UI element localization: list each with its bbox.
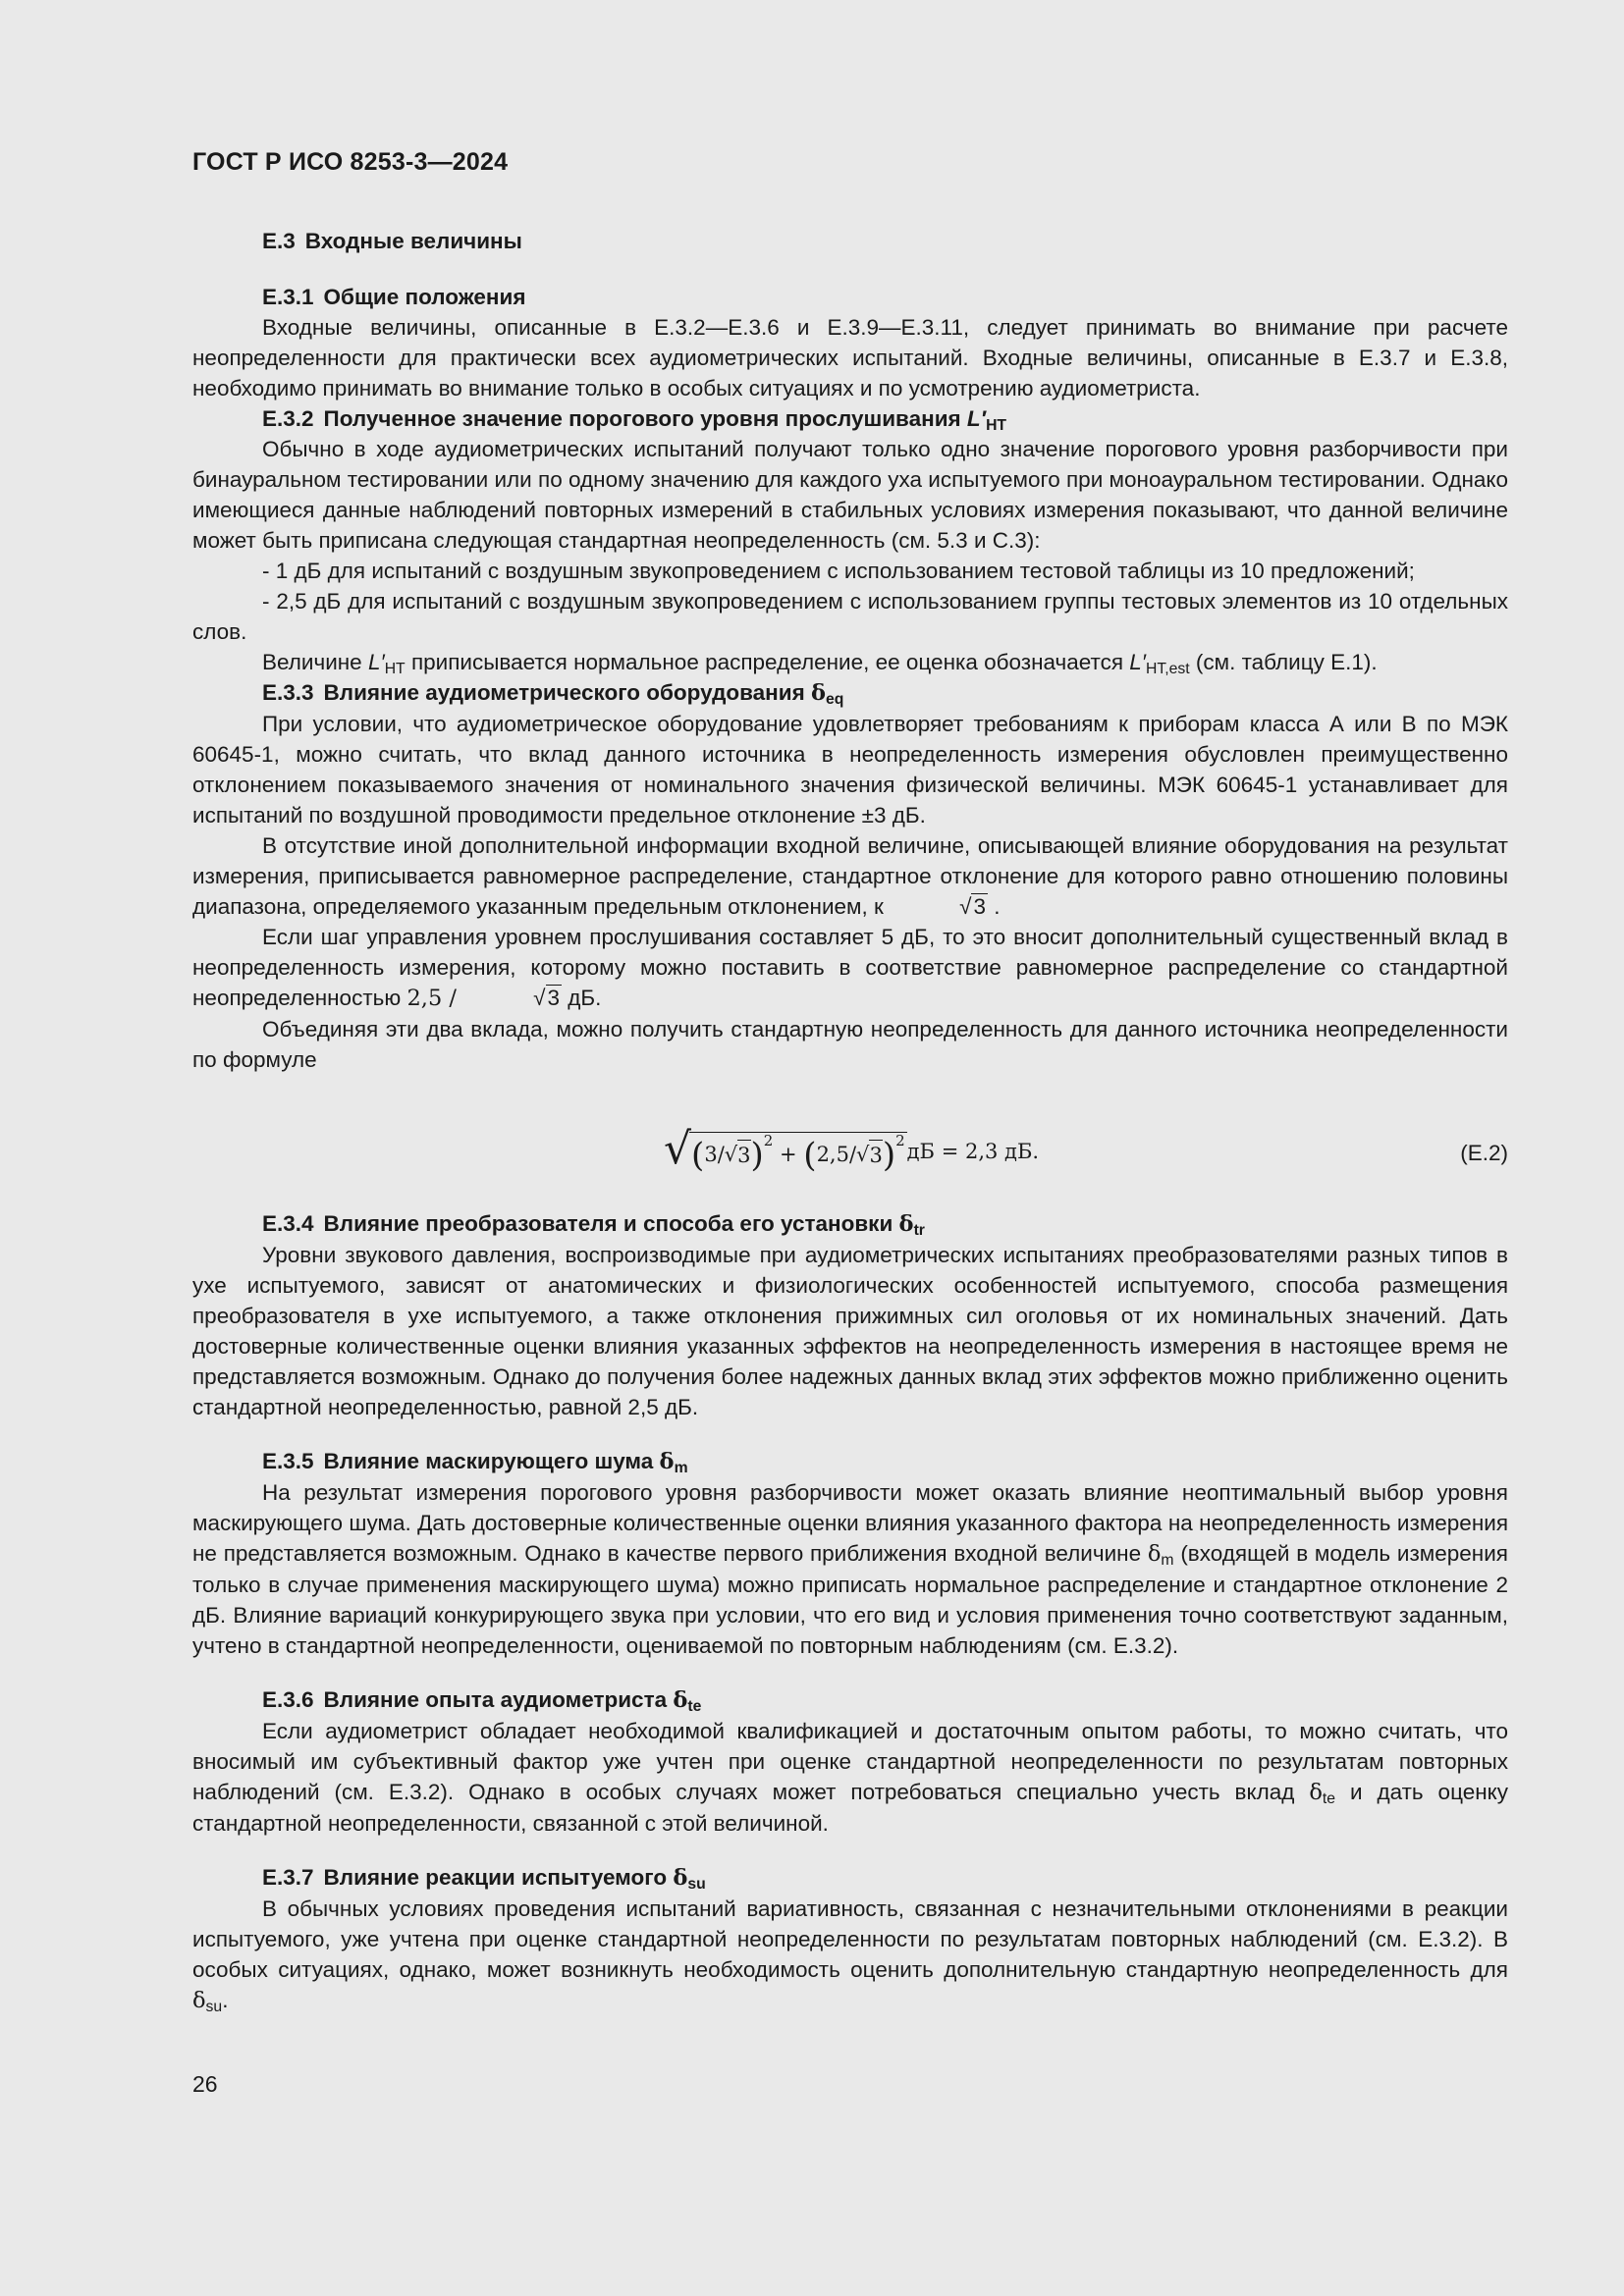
symbol-subscript: te (1322, 1790, 1335, 1807)
text: Величине (262, 650, 368, 674)
paragraph: Уровни звукового давления, воспроизводимые при аудиометрических испытаниях преобразователями разных типов в ухе испытуемого, зависят от анатомических и физиологических особенностей испытуемого, способа размещения преобразователя в ухе испытуемого, а также отклонения прижимных сил оголовья от их номинальных значений. Дать достоверные количественные оценки влияния указанных эффектов на неопределенность измерения в настоящее время не представляется возможным. Однако до получения более надежных данных вклад этих эффектов можно приближенно оценить стандартной неопределенностью, равной 2,5 дБ. (192, 1243, 1508, 1419)
symbol: δ (1309, 1780, 1323, 1805)
symbol-subscript: m (674, 1460, 688, 1476)
section-heading-e3 (192, 226, 1508, 256)
symbol: δ (673, 1865, 688, 1891)
section-title: Влияние аудиометрического оборудования (323, 680, 805, 705)
equation-number: (E.2) (1460, 1141, 1508, 1165)
radicand: 3 (547, 986, 561, 1010)
text: В обычных условиях проведения испытаний вариативность, связанная с незначительными отклонениями в реакции испытуемого, уже учтена при оценке стандартной неопределенности по результатам повторных наблюдений (см. Е.3.2). В особых ситуациях, однако, может возникнуть необходимость оценить дополнительную стандартную неопределенность для (192, 1896, 1508, 1982)
section-title: Влияние опыта аудиометриста (323, 1687, 668, 1712)
text: приписывается нормальное распределение, ее оценка обозначается (405, 650, 1130, 674)
section-title: Влияние маскирующего шума (323, 1449, 654, 1473)
symbol-subscript: m (1161, 1552, 1174, 1569)
formula-term: 2,5 (816, 1143, 849, 1166)
text: На результат измерения порогового уровня разборчивости может оказать влияние неоптимальный выбор уровня маскирующего шума. Дать достоверные количественные оценки влияния указанного фактора на неопределенность измерения не представляется возможным. Однако в качестве первого приближения входной величине (192, 1480, 1508, 1566)
symbol: δ (1147, 1541, 1162, 1567)
section-heading-e35 (192, 1446, 1508, 1477)
symbol-subscript: HT (384, 661, 406, 677)
paragraph (192, 830, 1508, 922)
section-title: Влияние реакции испытуемого (323, 1865, 668, 1890)
list-item: - 2,5 дБ для испытаний с воздушным звукопроведением с использованием группы тестовых элементов из 10 отдельных слов. (192, 589, 1508, 644)
section-number: E.3.2 (262, 406, 314, 431)
symbol-subscript: HT (986, 417, 1007, 434)
text: . (222, 1988, 229, 2012)
symbol-subscript: HT,est (1146, 661, 1190, 677)
page-number: 26 (192, 2071, 218, 2097)
section-title: Общие положения (323, 285, 526, 309)
section-heading-e33 (192, 677, 1508, 709)
symbol: L′ (367, 650, 385, 674)
formula-exponent: 2 (763, 1132, 774, 1149)
radicand: 3 (973, 894, 986, 919)
symbol: δ (673, 1687, 688, 1713)
text: (см. таблицу Е.1). (1189, 650, 1378, 674)
text: . (988, 894, 1001, 919)
section-number: E.3 (262, 229, 296, 253)
standard-header: ГОСТ Р ИСО 8253-3—2024 (192, 148, 509, 176)
formula-term: 3 (869, 1140, 882, 1171)
symbol: δ (898, 1211, 914, 1237)
radical-body: ( 3 / √ 3 ) 2 + ( 2,5 / √ 3 ) 2 (689, 1132, 907, 1172)
paragraph (192, 1716, 1508, 1839)
section-number: E.3.7 (262, 1865, 314, 1890)
symbol: L′ (1129, 650, 1146, 674)
list-item: - 1 дБ для испытаний с воздушным звукопроведением с использованием тестовой таблицы из 10 предложений; (262, 559, 1415, 583)
text: В отсутствие иной дополнительной информации входной величине, описывающей влияние оборудования на результат измерения, приписывается равномерное распределение, стандартное отклонение для которого равно отношению половины диапазона, определяемого указанным предельным отклонением, к (192, 833, 1508, 919)
paragraph: Объединяя эти два вклада, можно получить стандартную неопределенность для данного источника неопределенности по формуле (192, 1017, 1508, 1072)
section-title: Полученное значение порогового уровня прослушивания (323, 406, 961, 431)
formula-e2 (192, 1126, 1508, 1185)
text: и дать оценку стандартной неопределенности, связанной с этой величиной. (192, 1780, 1508, 1836)
section-title: Входные величины (304, 229, 522, 253)
paragraph (192, 1477, 1508, 1661)
symbol-subscript: tr (913, 1222, 925, 1239)
formula-exponent: 2 (895, 1132, 905, 1149)
formula-unit: дБ (906, 1139, 935, 1163)
section-heading-e34 (192, 1208, 1508, 1240)
text: Если аудиометрист обладает необходимой квалификацией и достаточным опытом работы, то можно считать, что вносимый им субъективный фактор уже учтен при оценке стандартной неопределенности по результатам повторных наблюдений (см. Е.3.2). Однако в особых случаях может потребоваться специально учесть вклад (192, 1719, 1508, 1804)
section-heading-e36 (192, 1684, 1508, 1716)
formula-expression (664, 1124, 1040, 1175)
section-number: E.3.1 (262, 285, 314, 309)
section-number: E.3.4 (262, 1211, 314, 1236)
paragraph (192, 922, 1508, 1014)
symbol: δ (192, 1988, 206, 2013)
section-heading-e32 (192, 403, 1508, 434)
page-content (192, 226, 1508, 2016)
symbol-subscript: te (687, 1698, 702, 1715)
math-text: 2,5 / (406, 986, 464, 1011)
formula-term: 3 (704, 1143, 718, 1166)
symbol: L′ (966, 406, 987, 431)
sqrt-expression: √3 (959, 894, 986, 919)
text: дБ. (562, 986, 602, 1010)
section-heading-e31 (192, 282, 1508, 312)
radical-sign: √ (664, 1124, 692, 1174)
section-number: E.3.3 (262, 680, 314, 705)
symbol: δ (659, 1449, 675, 1474)
symbol-subscript: su (205, 1999, 223, 2015)
paragraph: Входные величины, описанные в Е.3.2—Е.3.6 и Е.3.9—Е.3.11, следует принимать во внимание при расчете неопределенности для практически всех аудиометрических испытаний. Входные величины, описанные в Е.3.7 и Е.3.8, необходимо принимать во внимание только в особых ситуациях и по усмотрению аудиометриста. (192, 315, 1508, 400)
text: (входящей в модель измерения только в случае применения маскирующего шума) можно приписать нормальное распределение и стандартное отклонение 2 дБ. Влияние вариаций конкурирующего звука при условии, что его вид и условия применения точно соответствуют заданным, учтено в стандартной неопределенности, оцениваемой по повторным наблюдениям (см. Е.3.2). (192, 1541, 1508, 1658)
paragraph (192, 1894, 1508, 2016)
symbol-subscript: su (687, 1876, 706, 1893)
paragraph: При условии, что аудиометрическое оборудование удовлетворяет требованиям к приборам класса А или В по МЭК 60645-1, можно считать, что вклад данного источника в неопределенность измерения обусловлен преимущественно отклонением показываемого значения от номинального значения физической величины. МЭК 60645-1 устанавливает для испытаний по воздушной проводимости предельное отклонение ±3 дБ. (192, 712, 1508, 828)
sqrt-expression: √3 (533, 986, 561, 1010)
paragraph: Обычно в ходе аудиометрических испытаний получают только одно значение порогового уровня разборчивости при бинауральном тестировании или по одному значению для каждого уха испытуемого при моноауральном тестировании. Однако имеющиеся данные наблюдений повторных измерений в стабильных условиях измерения показывают, что данной величине может быть приписана следующая стандартная неопределенность (см. 5.3 и С.3): (192, 437, 1508, 553)
symbol-subscript: eq (825, 691, 844, 708)
section-number: E.3.5 (262, 1449, 314, 1473)
paragraph (192, 647, 1508, 677)
text: Если шаг управления уровнем прослушивания составляет 5 дБ, то это вносит дополнительный существенный вклад в неопределенность измерения, которому можно поставить в соответствие равномерное распределение со стандартной неопределенностью (192, 925, 1508, 1010)
symbol: δ (810, 680, 826, 706)
formula-result: = 2,3 дБ. (941, 1139, 1040, 1163)
formula-term: 3 (737, 1140, 750, 1171)
section-title: Влияние преобразователя и способа его установки (323, 1211, 893, 1236)
section-number: E.3.6 (262, 1687, 314, 1712)
section-heading-e37 (192, 1862, 1508, 1894)
